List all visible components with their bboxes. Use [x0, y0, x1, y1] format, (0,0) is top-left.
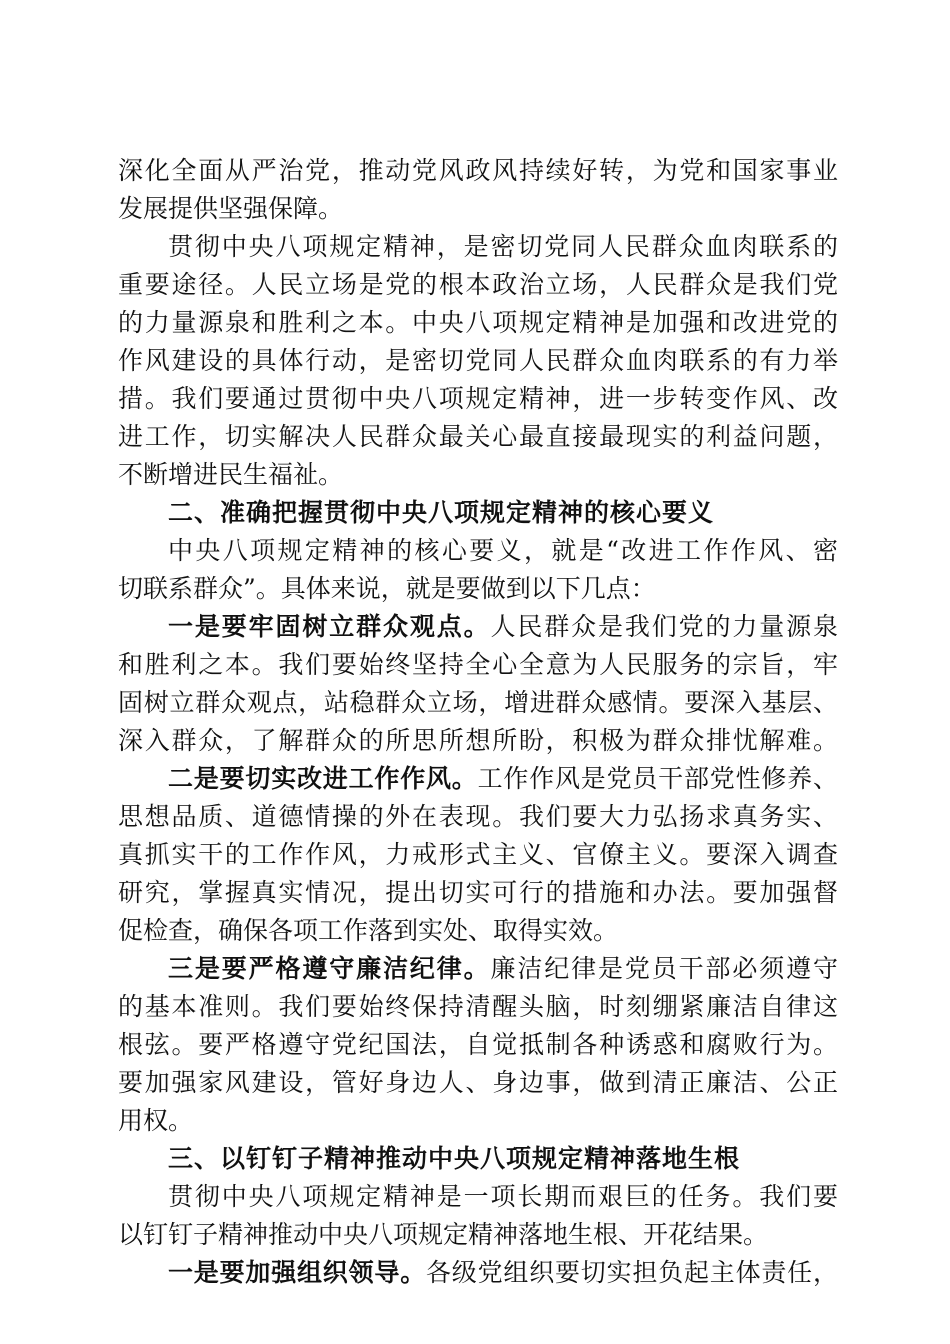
body-line: 思想品质、道德情操的外在表现。我们要大力弘扬求真务实、 [118, 802, 838, 831]
lead-line-text: 廉洁纪律是党员干部必须遵守 [490, 954, 838, 983]
body-line: 以钉钉子精神推动中央八项规定精神落地生根、开花结果。 [118, 1220, 769, 1249]
body-line: 要加强家风建设，管好身边人、身边事，做到清正廉洁、公正 [118, 1068, 838, 1097]
lead-phrase: 三是要严格遵守廉洁纪律。 [168, 954, 491, 983]
body-line: 的力量源泉和胜利之本。中央八项规定精神是加强和改进党的 [118, 308, 838, 337]
body-line: 不断增进民生福祉。 [118, 460, 344, 489]
section-heading: 三、以钉钉子精神推动中央八项规定精神落地生根 [168, 1144, 741, 1173]
body-line: 深化全面从严治党，推动党风政风持续好转，为党和国家事业 [118, 156, 838, 185]
body-line: 固树立群众观点，站稳群众立场，增进群众感情。要深入基层、 [118, 688, 838, 717]
body-line: 的基本准则。我们要始终保持清醒头脑，时刻绷紧廉洁自律这 [118, 992, 838, 1021]
lead-line-text: 工作作风是党员干部党性修养、 [477, 764, 838, 793]
section-heading: 二、准确把握贯彻中央八项规定精神的核心要义 [168, 498, 715, 527]
body-line: 研究，掌握真实情况，提出切实可行的措施和办法。要加强督 [118, 878, 838, 907]
body-line: 用权。 [118, 1106, 194, 1135]
lead-phrase: 一是要加强组织领导。 [168, 1258, 426, 1287]
lead-line-text: 各级党组织要切实担负起主体责任， [426, 1258, 838, 1287]
body-line: 和胜利之本。我们要始终坚持全心全意为人民服务的宗旨，牢 [118, 650, 838, 679]
paragraph-first-line: 贯彻中央八项规定精神是一项长期而艰巨的任务。我们要 [168, 1182, 838, 1211]
paragraph-first-line: 中央八项规定精神的核心要义，就是“改进工作作风、密 [168, 536, 838, 565]
body-line: 发展提供坚强保障。 [118, 194, 344, 223]
body-line: 重要途径。人民立场是党的根本政治立场，人民群众是我们党 [118, 270, 838, 299]
lead-line-text: 人民群众是我们党的力量源泉 [490, 612, 838, 641]
body-line: 深入群众，了解群众的所思所想所盼，积极为群众排忧解难。 [118, 726, 838, 755]
body-line: 作风建设的具体行动，是密切党同人民群众血肉联系的有力举 [118, 346, 838, 375]
paragraph-first-line [168, 607, 838, 647]
lead-phrase: 二是要切实改进工作作风。 [168, 764, 478, 793]
body-line: 切联系群众”。具体来说，就是要做到以下几点： [118, 574, 656, 603]
body-line: 促检查，确保各项工作落到实处、取得实效。 [118, 916, 619, 945]
body-line: 进工作，切实解决人民群众最关心最直接最现实的利益问题， [118, 422, 838, 451]
paragraph-first-line [168, 759, 838, 799]
body-line: 措。我们要通过贯彻中央八项规定精神，进一步转变作风、改 [118, 384, 838, 413]
body-line: 根弦。要严格遵守党纪国法，自觉抵制各种诱惑和腐败行为。 [118, 1030, 838, 1059]
paragraph-first-line [168, 949, 838, 989]
body-line: 真抓实干的工作作风，力戒形式主义、官僚主义。要深入调查 [118, 840, 838, 869]
paragraph-first-line [168, 1253, 838, 1293]
lead-phrase: 一是要牢固树立群众观点。 [168, 612, 491, 641]
paragraph-first-line: 贯彻中央八项规定精神，是密切党同人民群众血肉联系的 [168, 232, 838, 261]
